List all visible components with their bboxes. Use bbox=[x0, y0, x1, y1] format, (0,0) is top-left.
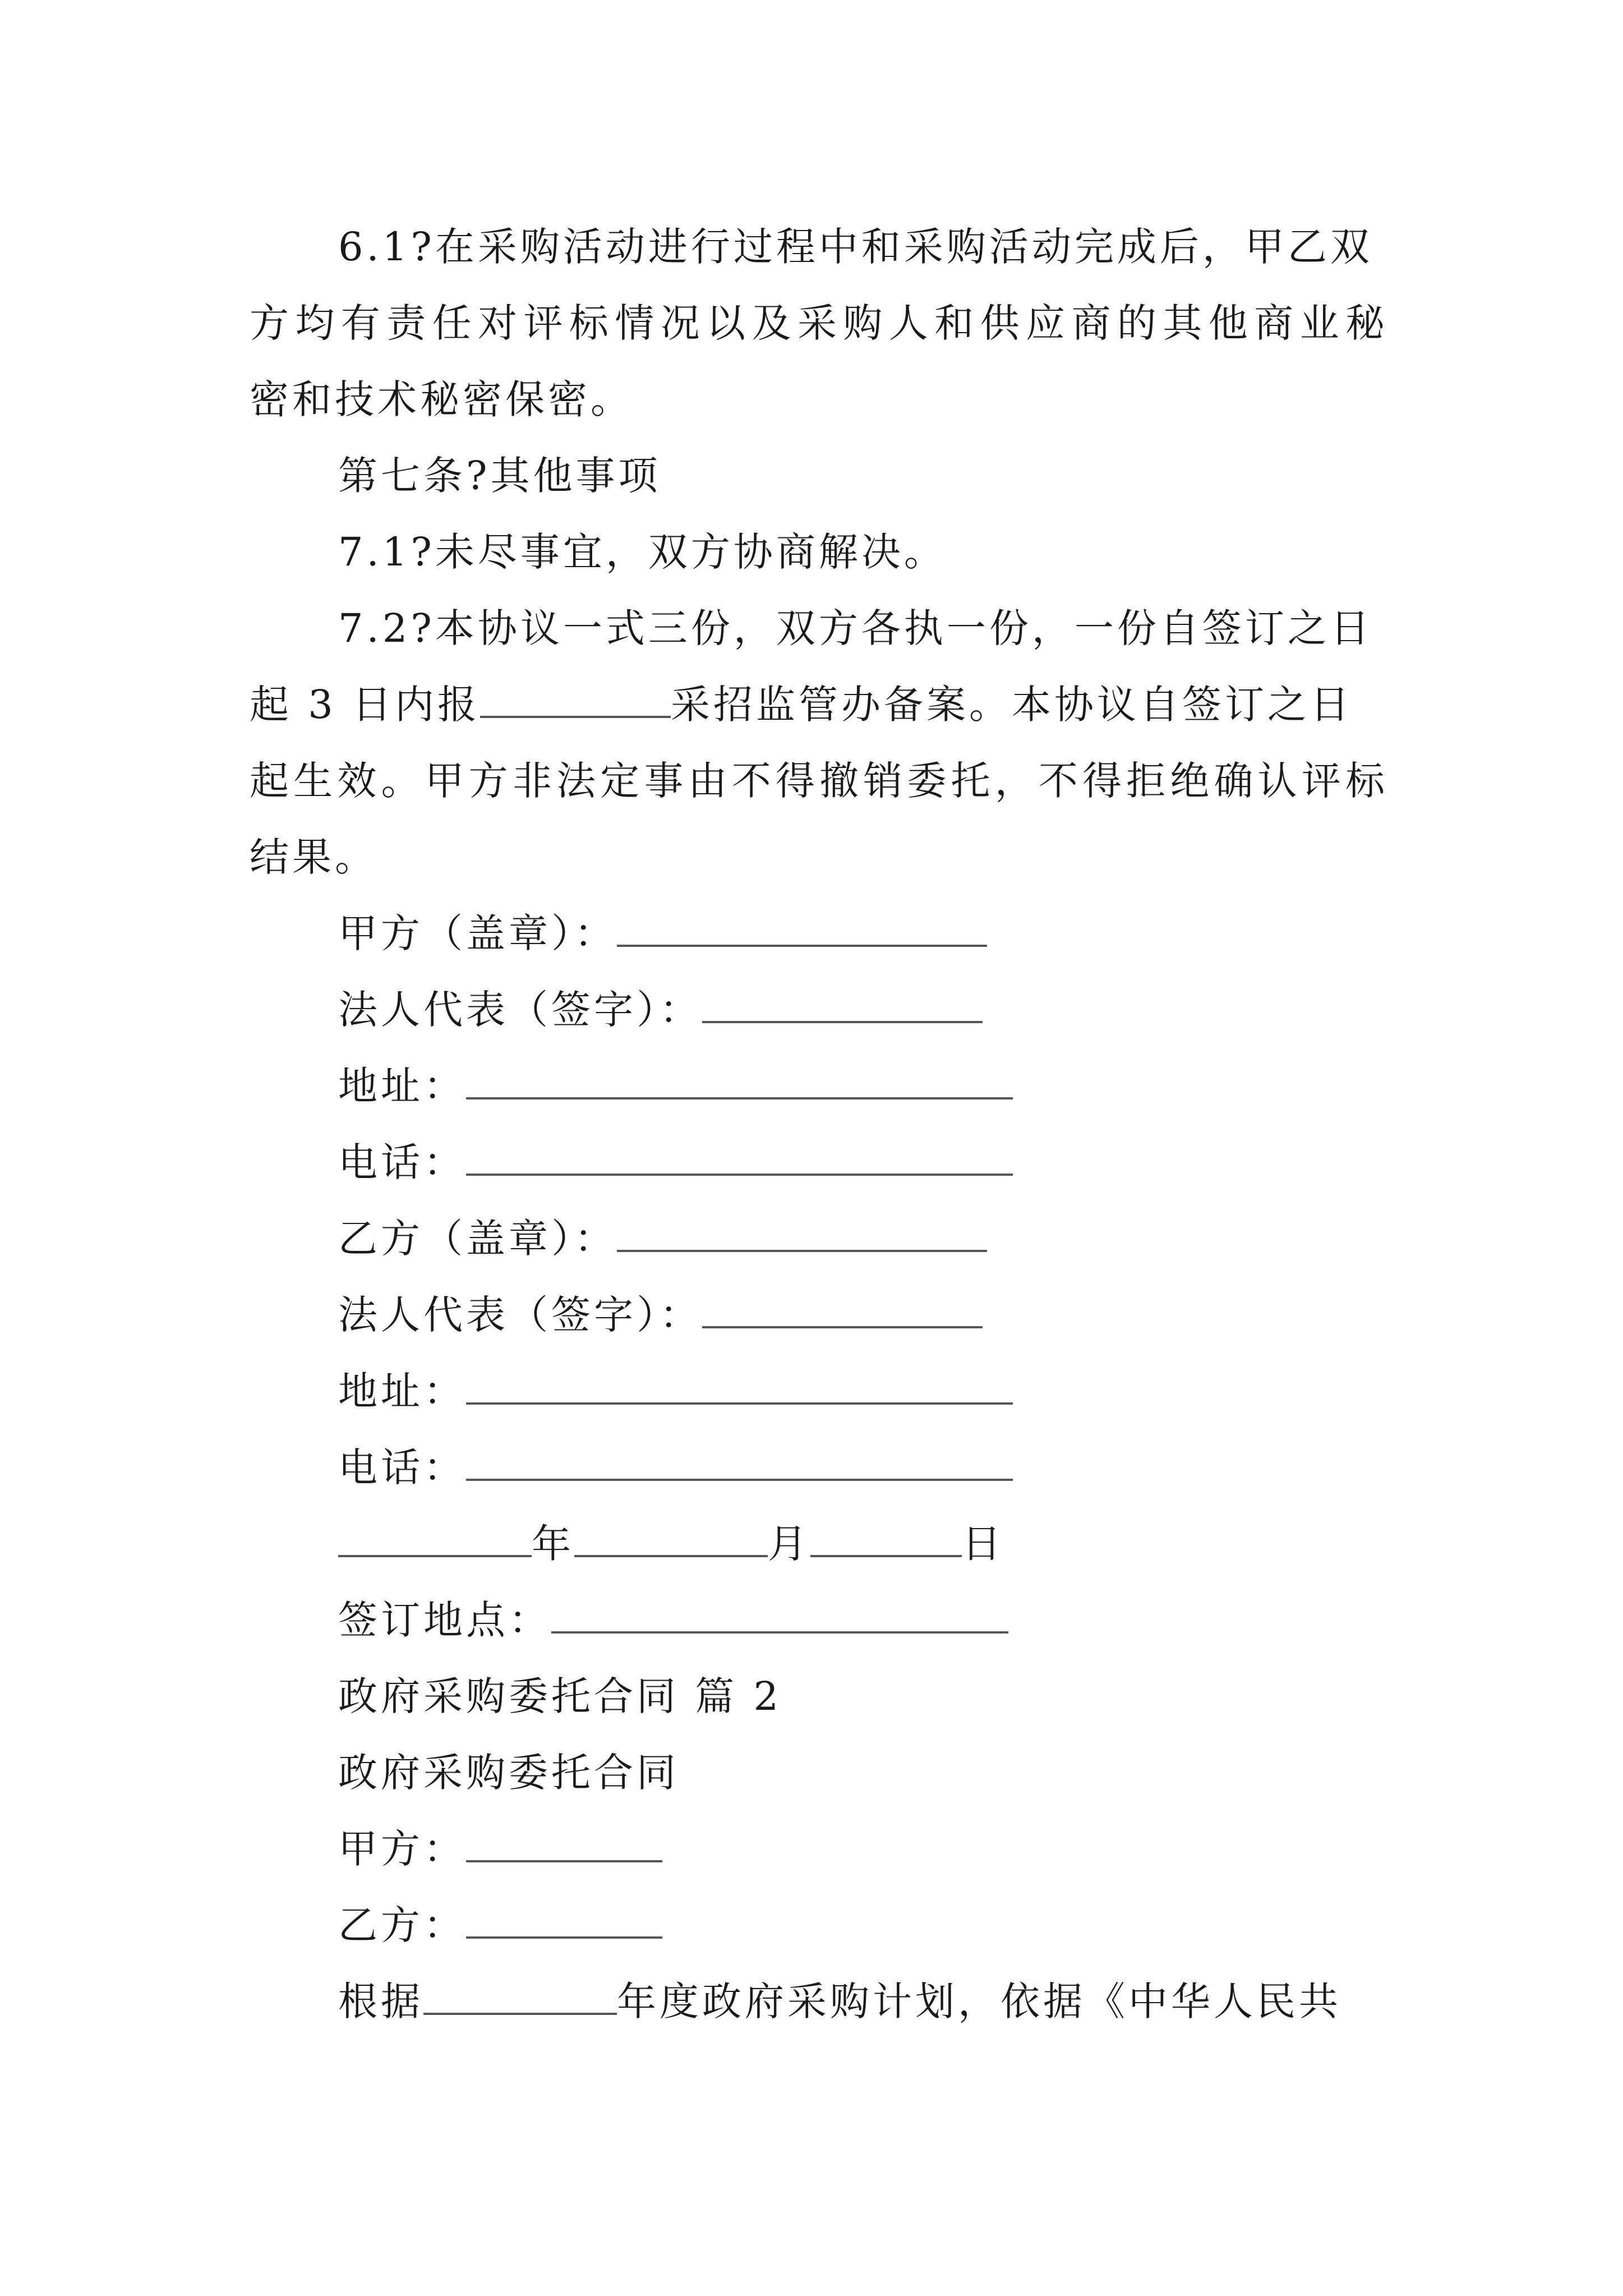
party-a-phone-field[interactable] bbox=[466, 1139, 1013, 1176]
party-b-seal-label: 乙方（盖章）： bbox=[338, 1216, 617, 1262]
contract-2-party-a-label: 甲方： bbox=[338, 1826, 466, 1872]
contract-2-party-a-row bbox=[338, 1822, 662, 1876]
party-a-seal-label: 甲方（盖章）： bbox=[338, 910, 617, 956]
month-field[interactable] bbox=[574, 1520, 768, 1557]
party-b-address-label: 地址： bbox=[338, 1368, 466, 1414]
party-a-address-field[interactable] bbox=[466, 1062, 1013, 1099]
contract-2-year-field[interactable] bbox=[423, 1978, 617, 2015]
year-label: 年 bbox=[532, 1521, 574, 1567]
party-a-phone-label: 电话： bbox=[338, 1139, 466, 1185]
party-a-rep-row bbox=[338, 983, 983, 1037]
party-b-phone-row bbox=[338, 1441, 1013, 1494]
party-b-address-field[interactable] bbox=[466, 1368, 1013, 1405]
party-a-rep-label: 法人代表（签字）： bbox=[338, 987, 702, 1033]
paragraph-7-1: 7.1?未尽事宜，双方协商解决。 bbox=[338, 529, 947, 575]
party-b-address-row bbox=[338, 1364, 1013, 1418]
year-field[interactable] bbox=[338, 1520, 532, 1557]
party-a-address-row bbox=[338, 1059, 1013, 1113]
contract-2-party-a-field[interactable] bbox=[466, 1825, 662, 1862]
paragraph-6-1-line-3: 密和技术秘密保密。 bbox=[250, 376, 633, 422]
paragraph-7-2-line-2 bbox=[250, 678, 1353, 731]
party-a-seal-row bbox=[338, 907, 987, 960]
day-field[interactable] bbox=[810, 1520, 962, 1557]
party-b-rep-label: 法人代表（签字）： bbox=[338, 1292, 702, 1338]
signing-place-row bbox=[338, 1593, 1008, 1647]
party-b-rep-row bbox=[338, 1288, 983, 1342]
contract-2-party-b-field[interactable] bbox=[466, 1902, 662, 1939]
contract-2-basis-suffix: 年度政府采购计划，依据《中华人民共 bbox=[617, 1978, 1341, 2024]
article-7-title: 第七条?其他事项 bbox=[338, 453, 661, 499]
paragraph-7-2-line-4: 结果。 bbox=[250, 834, 377, 880]
party-a-rep-field[interactable] bbox=[702, 986, 983, 1023]
party-b-rep-field[interactable] bbox=[702, 1291, 983, 1328]
party-b-seal-row bbox=[338, 1212, 987, 1266]
party-a-address-label: 地址： bbox=[338, 1063, 466, 1109]
paragraph-7-2-line-2-prefix: 起 3 日内报 bbox=[250, 682, 481, 728]
signing-place-field[interactable] bbox=[551, 1596, 1008, 1634]
blank-field[interactable] bbox=[480, 681, 671, 718]
contract-2-party-b-label: 乙方： bbox=[338, 1902, 466, 1948]
contract-2-party-b-row bbox=[338, 1898, 662, 1952]
paragraph-7-2-line-1: 7.2?本协议一式三份，双方各执一份，一份自签订之日 bbox=[338, 605, 1373, 651]
contract-2-basis-prefix: 根据 bbox=[338, 1978, 423, 2024]
party-a-seal-field[interactable] bbox=[617, 910, 987, 947]
paragraph-6-1-line-1: 6.1?在采购活动进行过程中和采购活动完成后，甲乙双 bbox=[338, 224, 1373, 270]
month-label: 月 bbox=[768, 1521, 810, 1567]
contract-2-heading: 政府采购委托合同 篇 2 bbox=[338, 1673, 782, 1719]
signing-place-label: 签订地点： bbox=[338, 1597, 551, 1643]
party-b-phone-label: 电话： bbox=[338, 1444, 466, 1490]
paragraph-6-1-line-2: 方均有责任对评标情况以及采购人和供应商的其他商业秘 bbox=[250, 300, 1388, 346]
contract-2-basis-line bbox=[338, 1975, 1341, 2028]
party-b-phone-field[interactable] bbox=[466, 1444, 1013, 1481]
paragraph-7-2-line-3: 起生效。甲方非法定事由不得撤销委托，不得拒绝确认评标 bbox=[250, 758, 1388, 804]
paragraph-7-2-line-2-suffix: 采招监管办备案。本协议自签订之日 bbox=[671, 682, 1353, 728]
party-b-seal-field[interactable] bbox=[617, 1215, 987, 1252]
contract-2-title: 政府采购委托合同 bbox=[338, 1750, 679, 1796]
party-a-phone-row bbox=[338, 1135, 1013, 1189]
date-row bbox=[338, 1517, 1004, 1571]
day-label: 日 bbox=[962, 1521, 1004, 1567]
